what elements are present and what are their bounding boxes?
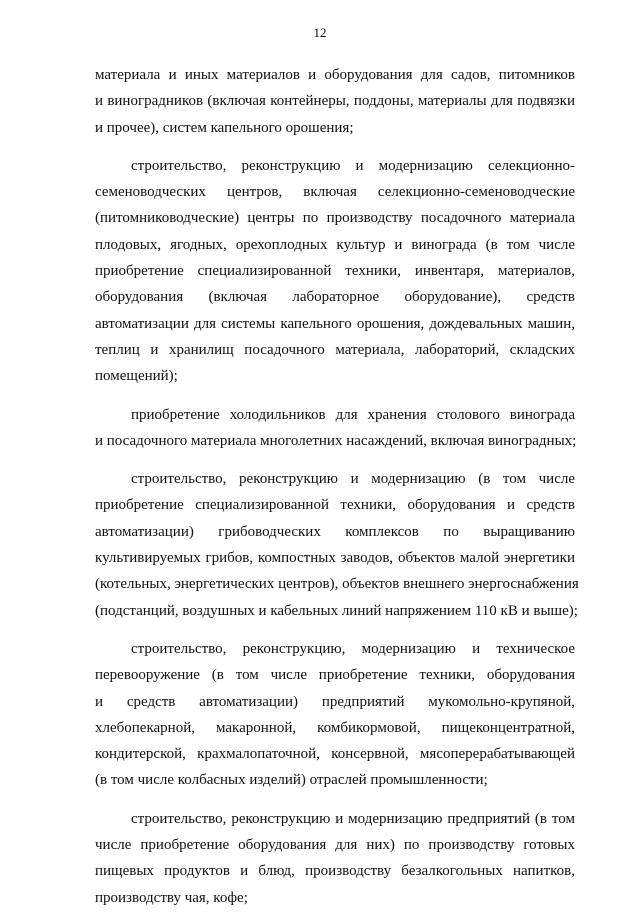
- document-body: [95, 62, 579, 923]
- text-line: помещений);: [95, 368, 178, 385]
- text-line: автоматизации) грибоводческих комплексов по выращиванию: [95, 523, 575, 540]
- text-line: числе приобретение оборудования для них) по производству готовых: [95, 837, 575, 854]
- text-line: культивируемых грибов, компостных заводов, объектов малой энергетики: [95, 550, 575, 567]
- text-line: приобретение холодильников для хранения столового винограда: [131, 406, 575, 423]
- text-line: строительство, реконструкцию и модернизацию селекционно-: [131, 157, 575, 174]
- paragraph-5: [95, 636, 575, 794]
- text-line: пищевых продуктов и блюд, производству безалкогольных напитков,: [95, 863, 575, 880]
- text-line: (котельных, энергетических центров), объектов внешнего энергоснабжения: [95, 576, 579, 593]
- text-line: теплиц и хранилищ посадочного материала, лабораторий, складских: [95, 341, 575, 358]
- text-line: и средств автоматизации) предприятий мукомольно-крупяной,: [95, 693, 575, 710]
- text-line: (питомниководческие) центры по производству посадочного материала: [95, 210, 575, 227]
- text-line: строительство, реконструкцию, модернизацию и техническое: [131, 640, 575, 657]
- text-line: автоматизации для системы капельного орошения, дождевальных машин,: [95, 315, 575, 332]
- paragraph-3: [95, 402, 575, 455]
- text-line: оборудования (включая лабораторное оборудование), средств: [95, 289, 575, 306]
- text-line: кондитерской, крахмалопаточной, консервной, мясоперерабатывающей: [95, 746, 575, 763]
- paragraph-6: [95, 806, 575, 911]
- text-line: перевооружение (в том числе приобретение техники, оборудования: [95, 667, 575, 684]
- text-line: семеноводческих центров, включая селекционно-семеноводческие: [95, 184, 575, 201]
- paragraph-2: [95, 153, 575, 390]
- text-line: производству чая, кофе;: [95, 889, 248, 906]
- text-line: плодовых, ягодных, орехоплодных культур и винограда (в том числе: [95, 236, 575, 253]
- text-line: материала и иных материалов и оборудования для садов, питомников: [95, 67, 575, 83]
- text-line: и прочее), систем капельного орошения;: [95, 119, 354, 136]
- text-line: и виноградников (включая контейнеры, поддоны, материалы для подвязки: [95, 93, 575, 110]
- text-line: (подстанций, воздушных и кабельных линий напряжением 110 кВ и выше);: [95, 602, 578, 619]
- text-line: строительство, реконструкцию и модернизацию (в том числе: [131, 471, 575, 488]
- paragraph-4: [95, 466, 579, 624]
- text-line: хлебопекарной, макаронной, комбикормовой, пищеконцентратной,: [95, 719, 575, 736]
- text-line: (в том числе колбасных изделий) отраслей промышленности;: [95, 772, 488, 789]
- text-line: приобретение специализированной техники, инвентаря, материалов,: [95, 263, 575, 280]
- text-line: и посадочного материала многолетних насаждений, включая виноградных;: [95, 432, 577, 449]
- paragraph-1: [95, 62, 575, 141]
- text-line: приобретение специализированной техники, оборудования и средств: [95, 497, 575, 514]
- page-number: 12: [313, 25, 327, 40]
- text-line: строительство, реконструкцию и модернизацию предприятий (в том: [131, 810, 575, 827]
